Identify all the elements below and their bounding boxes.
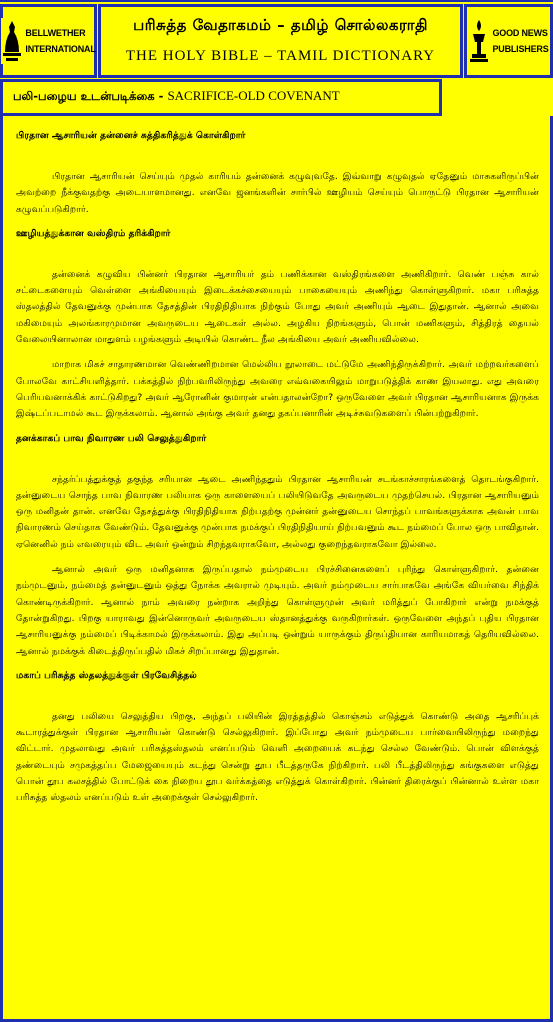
bell-icon [1, 18, 23, 64]
section-heading: ஊழியத்துக்கான வஸ்திரம் தரிக்கிறார் [16, 227, 171, 239]
logo-line: PUBLISHERS [492, 44, 549, 54]
title-box [98, 4, 463, 78]
section-title-tamil: பலி-பழைய உடன்படிக்கை [13, 89, 155, 103]
bellwether-logo [0, 4, 97, 78]
section-heading: தனக்காகப் பாவ நிவாரண பலி செலுத்துகிறார் [16, 432, 207, 444]
paragraph: மாறாக மிகச் சாதாரணமான வெண்ணிறமான மெல்லிய நூலாடை மட்டுமே அணிந்திருக்கிறார். அவர் மற்றவர்களைப் போலவே காட்சியளித்தார். பக்கத்தில் நிற்பவரிலிருந்து அவரை எவ்வகையிலும் மாறுபடுத்திக் காண இயலாது. எது அவரை பெரியவனாக்கிக் காட்டுகிறது? அவர் ஆரோனின் குமாரன் என்பதாலன்றோ? ஒருவேளை அவர் பிரதான ஆசாரியனாக இருக்க இஷ்டப்படாமல் கூட இருக்கலாம். ஆனால் அங்கு அவர் தனது தகப்பனாரின் அடிச்சுவடுகளைப் பின்பற்றுகிறார். [16, 359, 539, 420]
section-heading: பிரதான ஆசாரியன் தன்னைச் சுத்திகரித்துக் கொள்கிறார் [16, 130, 246, 141]
good-news-logo [464, 4, 553, 78]
paragraph: சந்தர்ப்பத்துக்குத் தகுந்த சரியான ஆடை அணிந்ததும் பிரதான ஆசாரியன் சடங்காச்சாரங்களைத் தொடங்குகிறார். தன்னுடைய சொந்த பாவ நிவாரண பலியாக ஒரு காளையைப் பலியிடுவதே அவருடைய முதற்செயல். பிரதான ஆசாரியனும் ஒரு மனிதன் தான். எனவே தேசத்துக்கு பிரதிநிதியாக நிற்பதற்கு முன்னர் தன்னுடைய சொந்தப் பாவங்களுக்காக அவன் பாவ நிவாரணம் செய்தாக வேண்டும். தேவனுக்கு முன்பாக நமக்குப் பிரதிநிதியாய் நிற்பவனும் கூட நம்மைப் போல ஒரு பாவிதான். ஏனெனில் நம் எவரையும் விட அவர் ஒன்றும் சிறந்தவராகவோ, அல்லது குறைந்தவராகவோ இல்லை. [16, 473, 539, 550]
logo-line: GOOD NEWS [492, 28, 548, 38]
paragraph: தனது பலியை செலுத்திய பிறகு, அந்தப் பலியின் இரத்தத்தில் கொஞ்சம் எடுத்துக் கொண்டு அதை ஆசரிப்புக் கூடாரத்துக்குள் பிரதான ஆசாரியன் கொண்டு செல்லுகிறார். இப்போது அவர் நம்முடைய பார்வையிலிருந்து மறைந்து விட்டார். முதலாவது அவர் பரிசுத்தஸ்தலம் எனப்படும் வெளி அறையைக் கடந்து செல்ல வேண்டும். பொன் விளக்குத் தண்டையும் சமுகத்தப்ப மேஜையையும் கடந்து சென்று தூப பீடத்தருகே நிற்கிறார். பலி பீடத்திலிருந்து கங்குகளை எடுத்து பொன் தூப கலசத்தில் போட்டுக் கை நிறைய தூப வர்க்கத்தை எடுத்துக் கொள்கிறார். பின்னர் திரைக்குப் பின்னால் உள்ள மகா பரிசுத்த ஸ்தலம் எனப்படும் உள் அறைக்குள் செல்லுகிறார். [16, 710, 539, 804]
page-title-tamil: பரிசுத்த வேதாகமம் – தமிழ் சொல்லகராதி [133, 16, 428, 34]
section-title [0, 79, 442, 116]
article-section [16, 130, 539, 218]
page-title-english: THE HOLY BIBLE – TAMIL DICTIONARY [125, 48, 436, 64]
logo-line: INTERNATIONAL [25, 44, 96, 54]
article-body [0, 116, 553, 1022]
section-title-sep: - [154, 89, 168, 103]
logo-line: BELLWETHER [25, 28, 86, 38]
article-section [16, 670, 539, 807]
paragraph: ஆனால் அவர் ஒரு மனிதனாக இருப்பதால் நம்முடைய பிரச்சினைகளைப் புரிந்து கொள்ளுகிறார். தன்னை நம்முடனும், நம்மைத் தன்னுடனும் ஒத்து நோக்க அவரால் முடியும். அவர் நம்முடைய சார்பாகவே அங்கே வியர்வை சிந்திக் கொண்டிருக்கிறார். ஆனால் நாம் அவரை நன்றாக அறிந்து கொள்ளுமுன் அவர் மரித்துப் போகிறார் என்று நமக்குத் தோன்றுகிறது. பிறகு யாராவது இன்னொருவர் அவருடைய ஸ்தானத்துக்கு வருகிறார்கள். ஒருவேளை அந்தப் புதிய பிரதான ஆசாரியனுக்கு நம்மைப் பிடிக்காமல் இருக்கலாம். இது அப்படி ஒன்றும் யாருக்கும் திருப்தியான காரியமாகத் தெரியவில்லை. ஆனால் நமக்குக் கிடைத்திருப்பதில் மிகச் சிறப்பானது இதுதான். [16, 564, 539, 657]
paragraph: தன்னைக் கழுவிய பின்னர் பிரதான ஆசாரியர் தம் பணிக்கான வஸ்திரங்களை அணிகிறார். வெண் பஞ்சு கால் சட்டைகளையும் வெள்ளை அங்கியையும் இடைக்கச்சையையும் பாகையையும் அணிந்து கொள்ளுகிறார். மகா பரிசுத்த ஸ்தலத்தில் தேவனுக்கு முன்பாக தேசத்தின் பிரதிநிதியாக நிற்கும் போது அவர் அணியும் ஆடை இதுதான். ஆனால் அவை மகிமையும் அலங்காரமுமான அவருடைய ஆடைகள் அல்ல. அழகிய நிறங்களும், பொன் மணிகளும், சித்திரத் தையல் வேலையினாலான மாதுளம் பழங்களும் அடியில் கொண்ட நீல அங்கியை அவர் அணியவில்லை. [16, 268, 539, 346]
page-header [0, 0, 553, 80]
section-heading: மகாப் பரிசுத்த ஸ்தலத்துக்குள் பிரவேசித்தல் [16, 669, 197, 681]
article-section [16, 228, 539, 423]
section-title-english: SACRIFICE-OLD COVENANT [167, 88, 340, 103]
lamp-icon [468, 18, 490, 64]
article-section [16, 433, 539, 660]
paragraph: பிரதான ஆசாரியன் செய்யும் முதல் காரியம் தன்னைக் கழுவுவதே. இவ்வாறு கழுவுதல் ஏதேனும் மாசுகளிருப்பின் அவற்றை நீக்குவதற்கு அடையாளமானது. எனவே ஜனங்களின் சார்பில் ஊழியம் செய்யும் பொருட்டு பிரதான ஆசாரியன் கழுவப்படுகிறார். [16, 171, 539, 215]
